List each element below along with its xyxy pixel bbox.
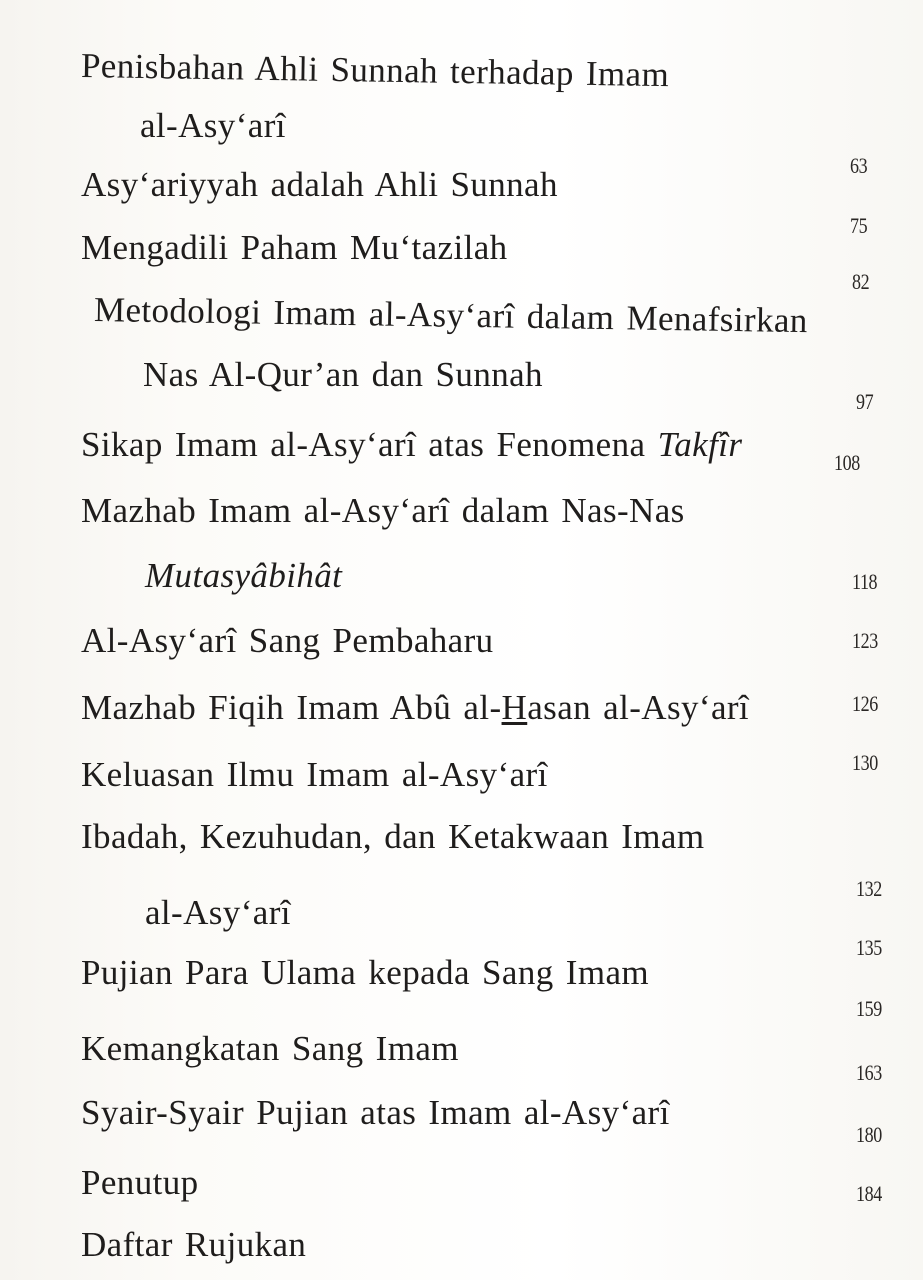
toc-entry-sikap-text: Sikap Imam al-Asy‘arî atas Fenomena (81, 425, 658, 464)
toc-entry-keluasan: Keluasan Ilmu Imam al-Asy‘arî (81, 755, 548, 794)
toc-entry-mazhab-line2: Mutasyâbihât (145, 556, 343, 595)
page-number: 159 (856, 996, 882, 1021)
toc-entry-ibadah-line2: al-Asy‘arî (145, 893, 291, 932)
toc-entry-syair: Syair-Syair Pujian atas Imam al-Asy‘arî (81, 1093, 670, 1132)
toc-entry-sikap-italic: Takfîr (657, 425, 743, 464)
toc-entry-mazhab-fiqih-text1: Mazhab Fiqih Imam Abû al- (81, 688, 502, 727)
page-number: 163 (856, 1060, 882, 1085)
page-number: 123 (852, 628, 878, 653)
toc-entry-pujian: Pujian Para Ulama kepada Sang Imam (81, 953, 650, 992)
page-number: 135 (856, 935, 882, 960)
toc-entry-mazhab-fiqih (81, 690, 749, 725)
toc-entry-mengadili: Mengadili Paham Mu‘tazilah (81, 228, 508, 267)
toc-entry-pembaharu: Al-Asy‘arî Sang Pembaharu (81, 621, 494, 660)
page-number: 82 (852, 269, 870, 294)
page-number: 126 (852, 691, 878, 716)
page-number: 184 (856, 1181, 882, 1206)
page-number: 180 (856, 1122, 882, 1147)
page-number: 97 (856, 389, 874, 414)
toc-entry-penisbahan-line2: al-Asy‘arî (140, 106, 286, 145)
page-number: 75 (850, 213, 868, 238)
page-number: 63 (850, 153, 868, 178)
toc-entry-penisbahan-line1: Penisbahan Ahli Sunnah terhadap Imam (80, 46, 670, 95)
page-number: 108 (834, 450, 860, 475)
toc-entry-sikap (81, 427, 742, 462)
toc-entry-mazhab-fiqih-text2: asan al-Asy‘arî (527, 688, 750, 727)
page-number: 118 (852, 569, 878, 594)
toc-entry-kemangkatan: Kemangkatan Sang Imam (81, 1029, 459, 1068)
toc-entry-mazhab-fiqih-underlined: H (501, 688, 528, 727)
toc-entry-ibadah-line1: Ibadah, Kezuhudan, dan Ketakwaan Imam (81, 817, 705, 856)
toc-entry-asyariyyah: Asy‘ariyyah adalah Ahli Sunnah (81, 165, 558, 204)
toc-entry-metodologi-line1: Metodologi Imam al-Asy‘arî dalam Menafsirkan (93, 290, 809, 341)
page-number: 130 (852, 750, 878, 775)
page-number: 132 (856, 876, 882, 901)
toc-entry-daftar-rujukan: Daftar Rujukan (81, 1225, 307, 1264)
toc-entry-penutup: Penutup (81, 1163, 199, 1202)
toc-entry-mazhab-line1: Mazhab Imam al-Asy‘arî dalam Nas-Nas (81, 491, 685, 530)
toc-entry-metodologi-line2: Nas Al-Qur’an dan Sunnah (143, 355, 543, 394)
